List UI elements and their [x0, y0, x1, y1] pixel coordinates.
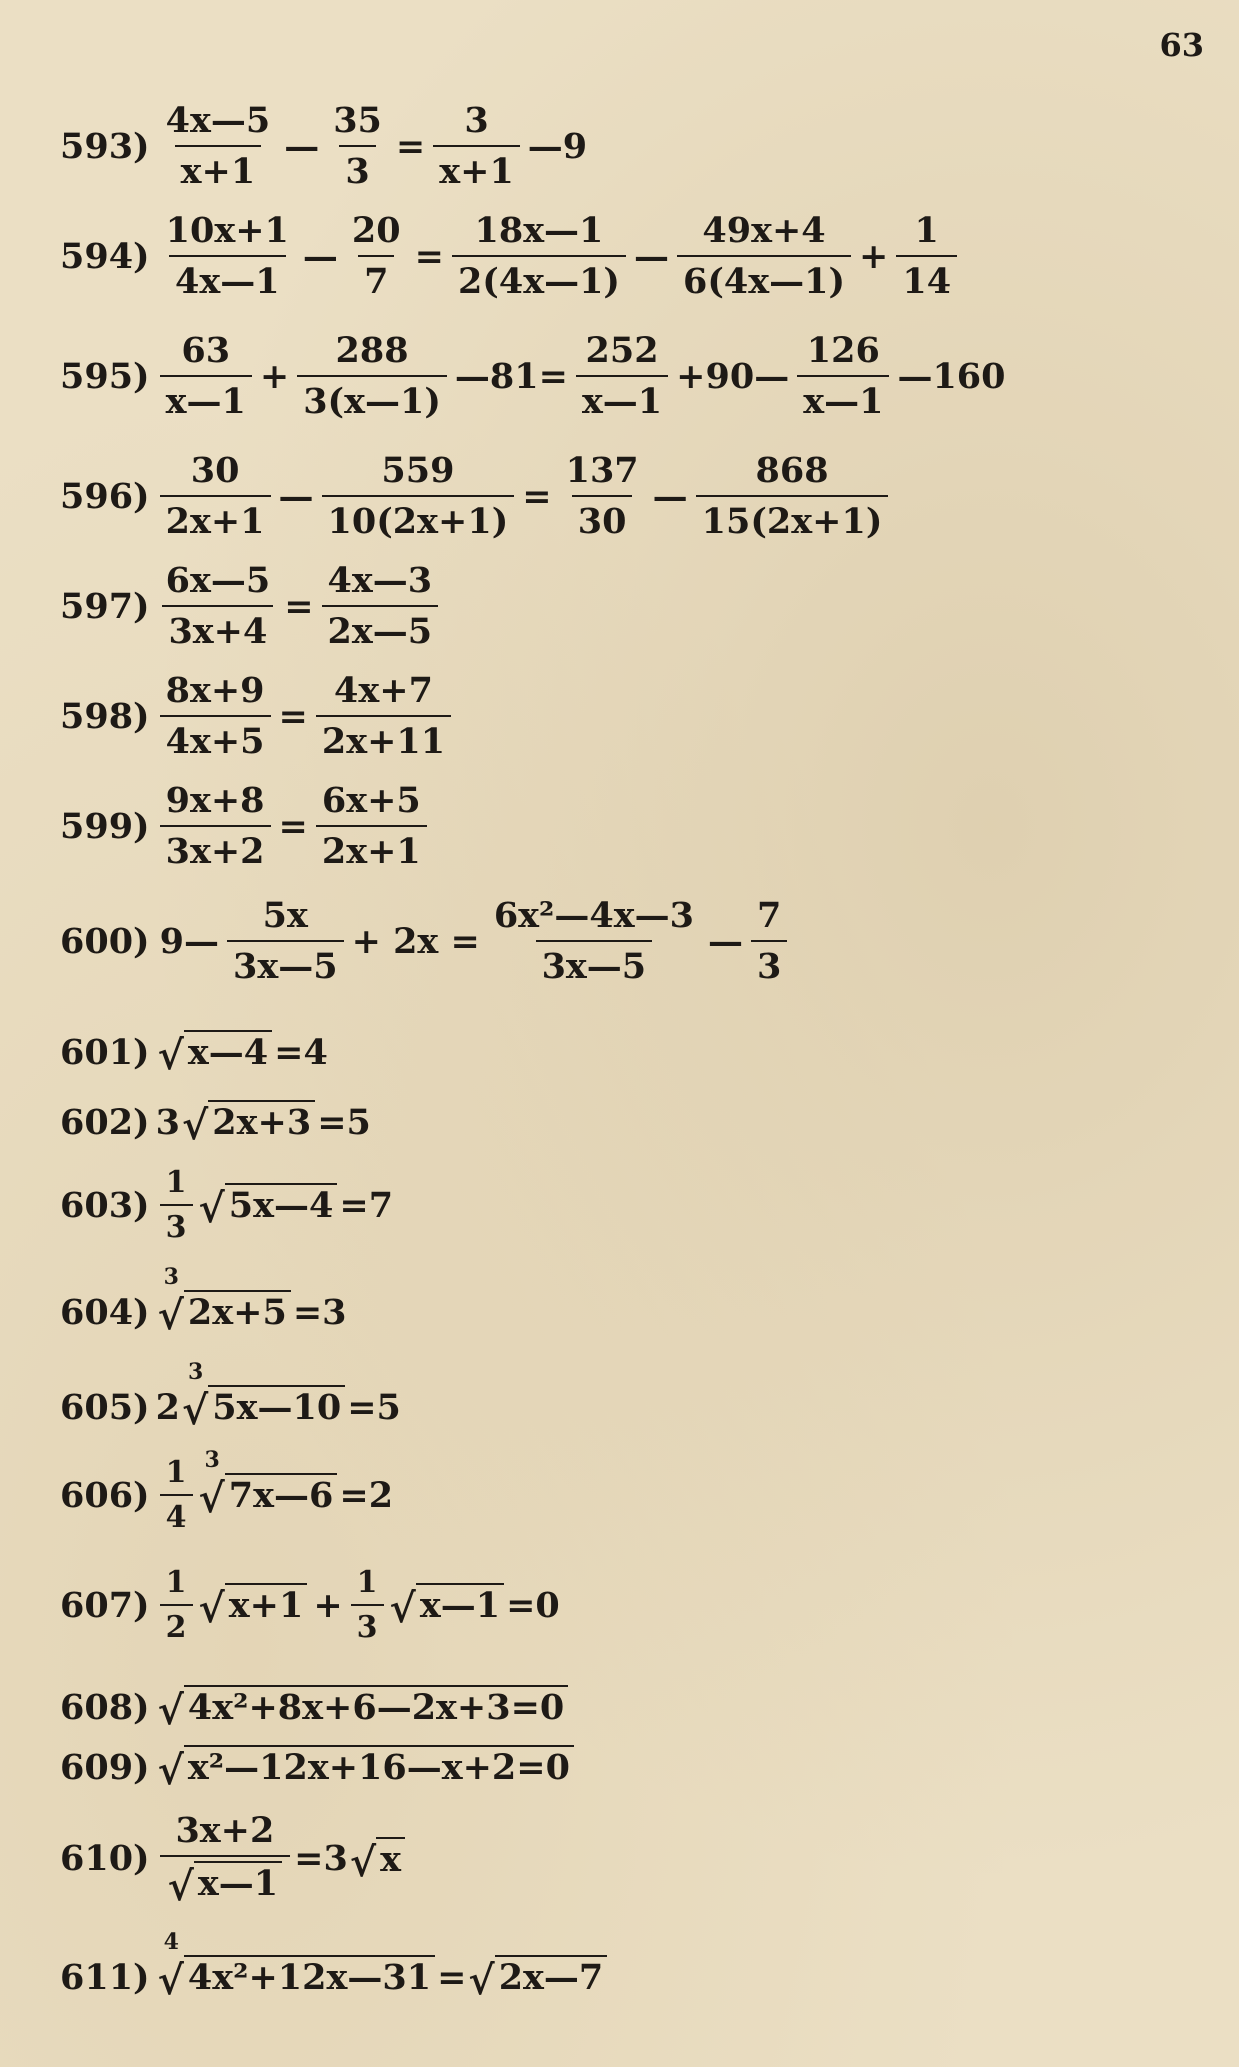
fraction: $\frac{288}{3(x—1)}$ — [297, 330, 447, 422]
problem-number: 610) — [60, 1838, 150, 1879]
fraction: $\frac{7}{3}$ — [751, 895, 787, 987]
fraction: $\frac{1}{3}$ — [160, 1165, 193, 1245]
radical: √ 2x—7 — [468, 1955, 607, 1999]
problem-610: 610) 3x+2 √ x—1 =3 √ x — [60, 1810, 407, 1907]
fraction: $\frac{1}{14}$ — [896, 210, 957, 302]
fraction: $\frac{30}{2x+1}$ — [160, 450, 271, 542]
problem-number: 598) — [60, 695, 150, 737]
problem-number: 600) — [60, 920, 150, 962]
radical: 3 √ 5x—10 — [182, 1385, 345, 1429]
problem-595: 595) $\frac{63}{x—1}$ + $\frac{288}{3(x—1)}$ —81= $\frac{252}{x—1}$ +90— $\frac{126}{x—1}$ —160 — [60, 330, 1006, 422]
fraction: $\frac{559}{10(2x+1)}$ — [322, 450, 515, 542]
problem-608 — [60, 1685, 570, 1734]
radical: 4 √ 4x²+12x—31 — [158, 1955, 435, 1999]
radical: √ x—4 — [158, 1030, 273, 1074]
problem-596: 596) $\frac{30}{2x+1}$ — $\frac{559}{10(2x+1)}$ = $\frac{137}{30}$ — $\frac{868}{15(2x+1)}$ — [60, 450, 892, 542]
page-number: 63 — [1159, 26, 1204, 64]
problem-number: 602) — [60, 1101, 150, 1143]
fraction: $\frac{5x}{3x—5}$ — [227, 895, 344, 987]
radical: √ x—1 — [168, 1861, 283, 1905]
problem-606: 606) $\frac{1}{4}$ 3 √ 7x—6 =2 — [60, 1447, 394, 1535]
fraction: $\frac{4x+7}{2x+11}$ — [316, 670, 451, 762]
fraction: $\frac{18x—1}{2(4x—1)}$ — [452, 210, 626, 302]
problem-number: 604) — [60, 1291, 150, 1333]
radical: √ 2x+3 — [182, 1100, 315, 1144]
fraction: $\frac{126}{x—1}$ — [797, 330, 889, 422]
problem-number: 596) — [60, 475, 150, 517]
fraction: $\frac{3}{x+1}$ — [433, 100, 520, 192]
fraction: $\frac{4x—5}{x+1}$ — [165, 100, 271, 192]
problem-number: 608) — [60, 1686, 150, 1728]
problem-593: 593) $\frac{4x—5}{x+1}$ — $\frac{35}{3}$ = $\frac{3}{x+1}$ —9 — [60, 100, 588, 192]
fraction: $\frac{1}{2}$ — [160, 1565, 193, 1645]
fraction: $\frac{\text{6x²—4x—3}}{3x—5}$ — [493, 895, 694, 987]
problem-number: 609) — [60, 1746, 150, 1788]
problem-number: 603) — [60, 1184, 150, 1226]
problem-598: 598) $\frac{8x+9}{4x+5}$ = $\frac{4x+7}{2x+11}$ — [60, 670, 455, 762]
radical: 3 √ 7x—6 — [199, 1473, 338, 1517]
radical: √ 4x²+8x+6—2x+3=0 — [158, 1685, 569, 1729]
fraction: $\frac{252}{x—1}$ — [576, 330, 668, 422]
radical: √ x+1 — [199, 1583, 308, 1627]
fraction: $\frac{4x—3}{2x—5}$ — [322, 560, 439, 652]
fraction: $\frac{8x+9}{4x+5}$ — [160, 670, 271, 762]
problem-599: 599) $\frac{9x+8}{3x+2}$ = $\frac{6x+5}{2x+1}$ — [60, 780, 431, 872]
problem-604: 604) 3 √ 2x+5 =3 — [60, 1264, 347, 1339]
problem-number: 611) — [60, 1956, 150, 1998]
fraction: $\frac{35}{3}$ — [333, 100, 382, 192]
fraction: $\frac{49x+4}{6(4x—1)}$ — [677, 210, 851, 302]
problem-605: 605) 2 3 √ 5x—10 =5 — [60, 1359, 401, 1434]
problem-601: 601) √ x—4 =4 — [60, 1031, 328, 1079]
problem-number: 593) — [60, 125, 150, 167]
fraction: 3x+2 √ x—1 — [160, 1810, 291, 1907]
problem-609 — [60, 1745, 576, 1794]
radical: √ x—1 — [390, 1583, 505, 1627]
problem-number: 605) — [60, 1386, 150, 1428]
fraction: $\frac{137}{30}$ — [565, 450, 639, 542]
problem-602: 602) 3 √ 2x+3 =5 — [60, 1101, 371, 1149]
fraction: $\frac{6x+5}{2x+1}$ — [316, 780, 427, 872]
radical: √ x — [350, 1837, 405, 1881]
radical: 3 √ 2x+5 — [158, 1290, 291, 1334]
problem-number: 606) — [60, 1474, 150, 1516]
problem-600: 600) 9— $\frac{5x}{3x—5}$ + 2x = $\frac{\text{6x²—4x—3}}{3x—5}$ — $\frac{7}{3}$ — [60, 895, 791, 987]
radical: √ x²—12x+16—x+2=0 — [158, 1745, 574, 1789]
fraction: $\frac{1}{4}$ — [160, 1455, 193, 1535]
fraction: $\frac{868}{15(2x+1)}$ — [696, 450, 889, 542]
radical: √ 5x—4 — [199, 1183, 338, 1227]
problem-number: 597) — [60, 585, 150, 627]
fraction: $\frac{9x+8}{3x+2}$ — [160, 780, 271, 872]
fraction: $\frac{1}{3}$ — [351, 1565, 384, 1645]
problem-597: 597) $\frac{6x—5}{3x+4}$ = $\frac{4x—3}{2x—5}$ — [60, 560, 442, 652]
fraction: $\frac{10x+1}{4x—1}$ — [165, 210, 289, 302]
problem-number: 595) — [60, 355, 150, 397]
problem-number: 601) — [60, 1031, 150, 1073]
fraction: $\frac{20}{7}$ — [351, 210, 401, 302]
fraction: $\frac{6x—5}{3x+4}$ — [160, 560, 277, 652]
fraction: $\frac{63}{x—1}$ — [160, 330, 252, 422]
problem-number: 599) — [60, 805, 150, 847]
problem-611: 611) 4 √ 4x²+12x—31 = √ 2x—7 — [60, 1955, 609, 1999]
problem-607: 607) $\frac{1}{2}$ √ x+1 + $\frac{1}{3}$ √ x—1 =0 — [60, 1565, 560, 1645]
problem-594: 594) $\frac{10x+1}{4x—1}$ — $\frac{20}{7}$ = $\frac{18x—1}{2(4x—1)}$ — $\frac{49x+4}{6(4x—1)}$ + $\frac{1}{14}$ — [60, 210, 961, 302]
problem-603: 603) $\frac{1}{3}$ √ 5x—4 =7 — [60, 1165, 394, 1245]
problem-number: 607) — [60, 1584, 150, 1626]
problem-number: 594) — [60, 235, 150, 277]
